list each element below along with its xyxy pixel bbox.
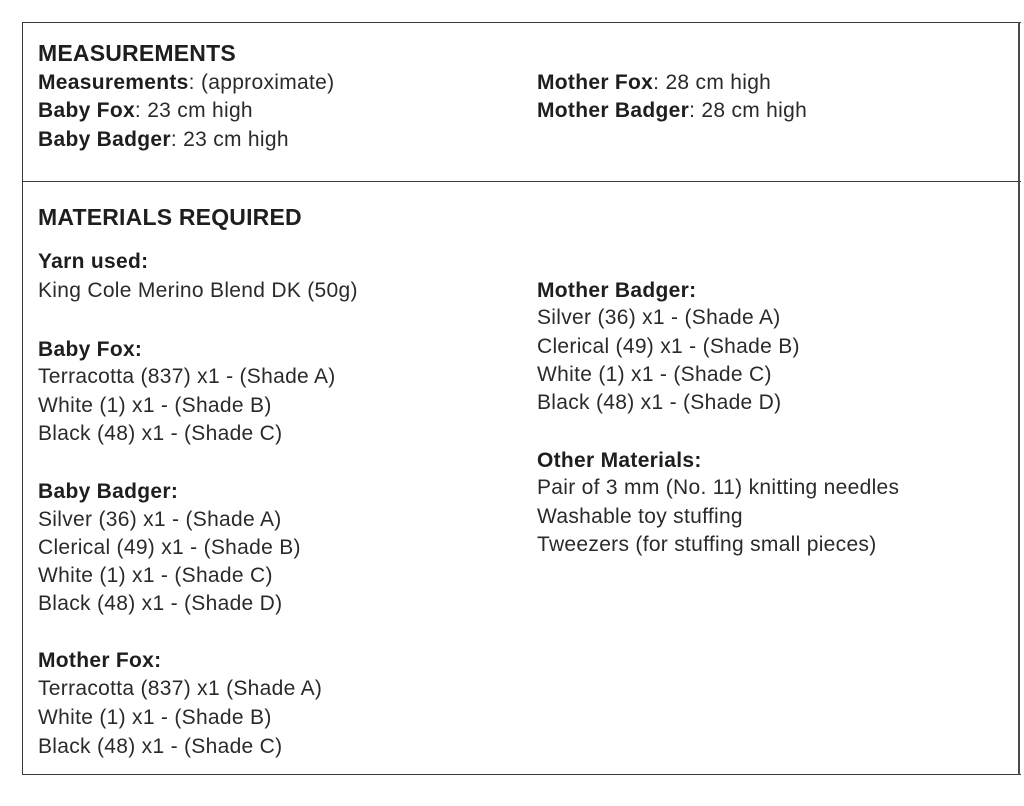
- list-item: Tweezers (for stuffing small pieces): [537, 533, 877, 556]
- right-border-rule: [1018, 22, 1020, 775]
- list-item: White (1) x1 - (Shade C): [38, 564, 273, 587]
- list-item: Silver (36) x1 - (Shade A): [537, 306, 781, 329]
- list-item: Pair of 3 mm (No. 11) knitting needles: [537, 476, 900, 499]
- list-item: White (1) x1 - (Shade B): [38, 394, 272, 417]
- list-item: Black (48) x1 - (Shade D): [537, 391, 782, 414]
- list-item: Black (48) x1 - (Shade C): [38, 735, 283, 758]
- baby-badger-title: Baby Badger:: [38, 480, 179, 503]
- list-item: Clerical (49) x1 - (Shade B): [537, 335, 800, 358]
- measurement-value: : 23 cm high: [170, 128, 289, 151]
- measurement-line: [38, 69, 334, 97]
- list-item: Black (48) x1 - (Shade D): [38, 592, 283, 615]
- measurement-label: Baby Fox: [38, 99, 135, 122]
- measurement-label: Baby Badger: [38, 128, 171, 151]
- measurement-value: : (approximate): [188, 71, 335, 94]
- measurement-value: : 28 cm high: [689, 99, 808, 122]
- other-materials-title: Other Materials:: [537, 449, 702, 472]
- mother-fox-title: Mother Fox:: [38, 649, 162, 672]
- measurements-heading: MEASUREMENTS: [38, 40, 236, 66]
- measurement-label: Mother Fox: [537, 71, 654, 94]
- yarn-used-title: Yarn used:: [38, 250, 149, 273]
- baby-fox-title: Baby Fox:: [38, 338, 143, 361]
- list-item: Silver (36) x1 - (Shade A): [38, 508, 282, 531]
- list-item: White (1) x1 - (Shade B): [38, 706, 272, 729]
- measurement-line: [537, 97, 807, 125]
- measurement-line: [38, 126, 289, 154]
- list-item: White (1) x1 - (Shade C): [537, 363, 772, 386]
- measurement-value: : 28 cm high: [653, 71, 772, 94]
- measurement-line: [537, 69, 771, 97]
- list-item: Washable toy stuffing: [537, 505, 743, 528]
- list-item: Clerical (49) x1 - (Shade B): [38, 536, 301, 559]
- list-item: King Cole Merino Blend DK (50g): [38, 279, 358, 302]
- list-item: Terracotta (837) x1 - (Shade A): [38, 365, 336, 388]
- measurement-value: : 23 cm high: [134, 99, 253, 122]
- section-divider: [23, 181, 1021, 182]
- measurement-label: Measurements: [38, 71, 189, 94]
- list-item: Terracotta (837) x1 (Shade A): [38, 677, 323, 700]
- measurement-label: Mother Badger: [537, 99, 690, 122]
- list-item: Black (48) x1 - (Shade C): [38, 422, 283, 445]
- materials-heading: MATERIALS REQUIRED: [38, 204, 302, 230]
- mother-badger-title: Mother Badger:: [537, 279, 697, 302]
- measurement-line: [38, 97, 253, 125]
